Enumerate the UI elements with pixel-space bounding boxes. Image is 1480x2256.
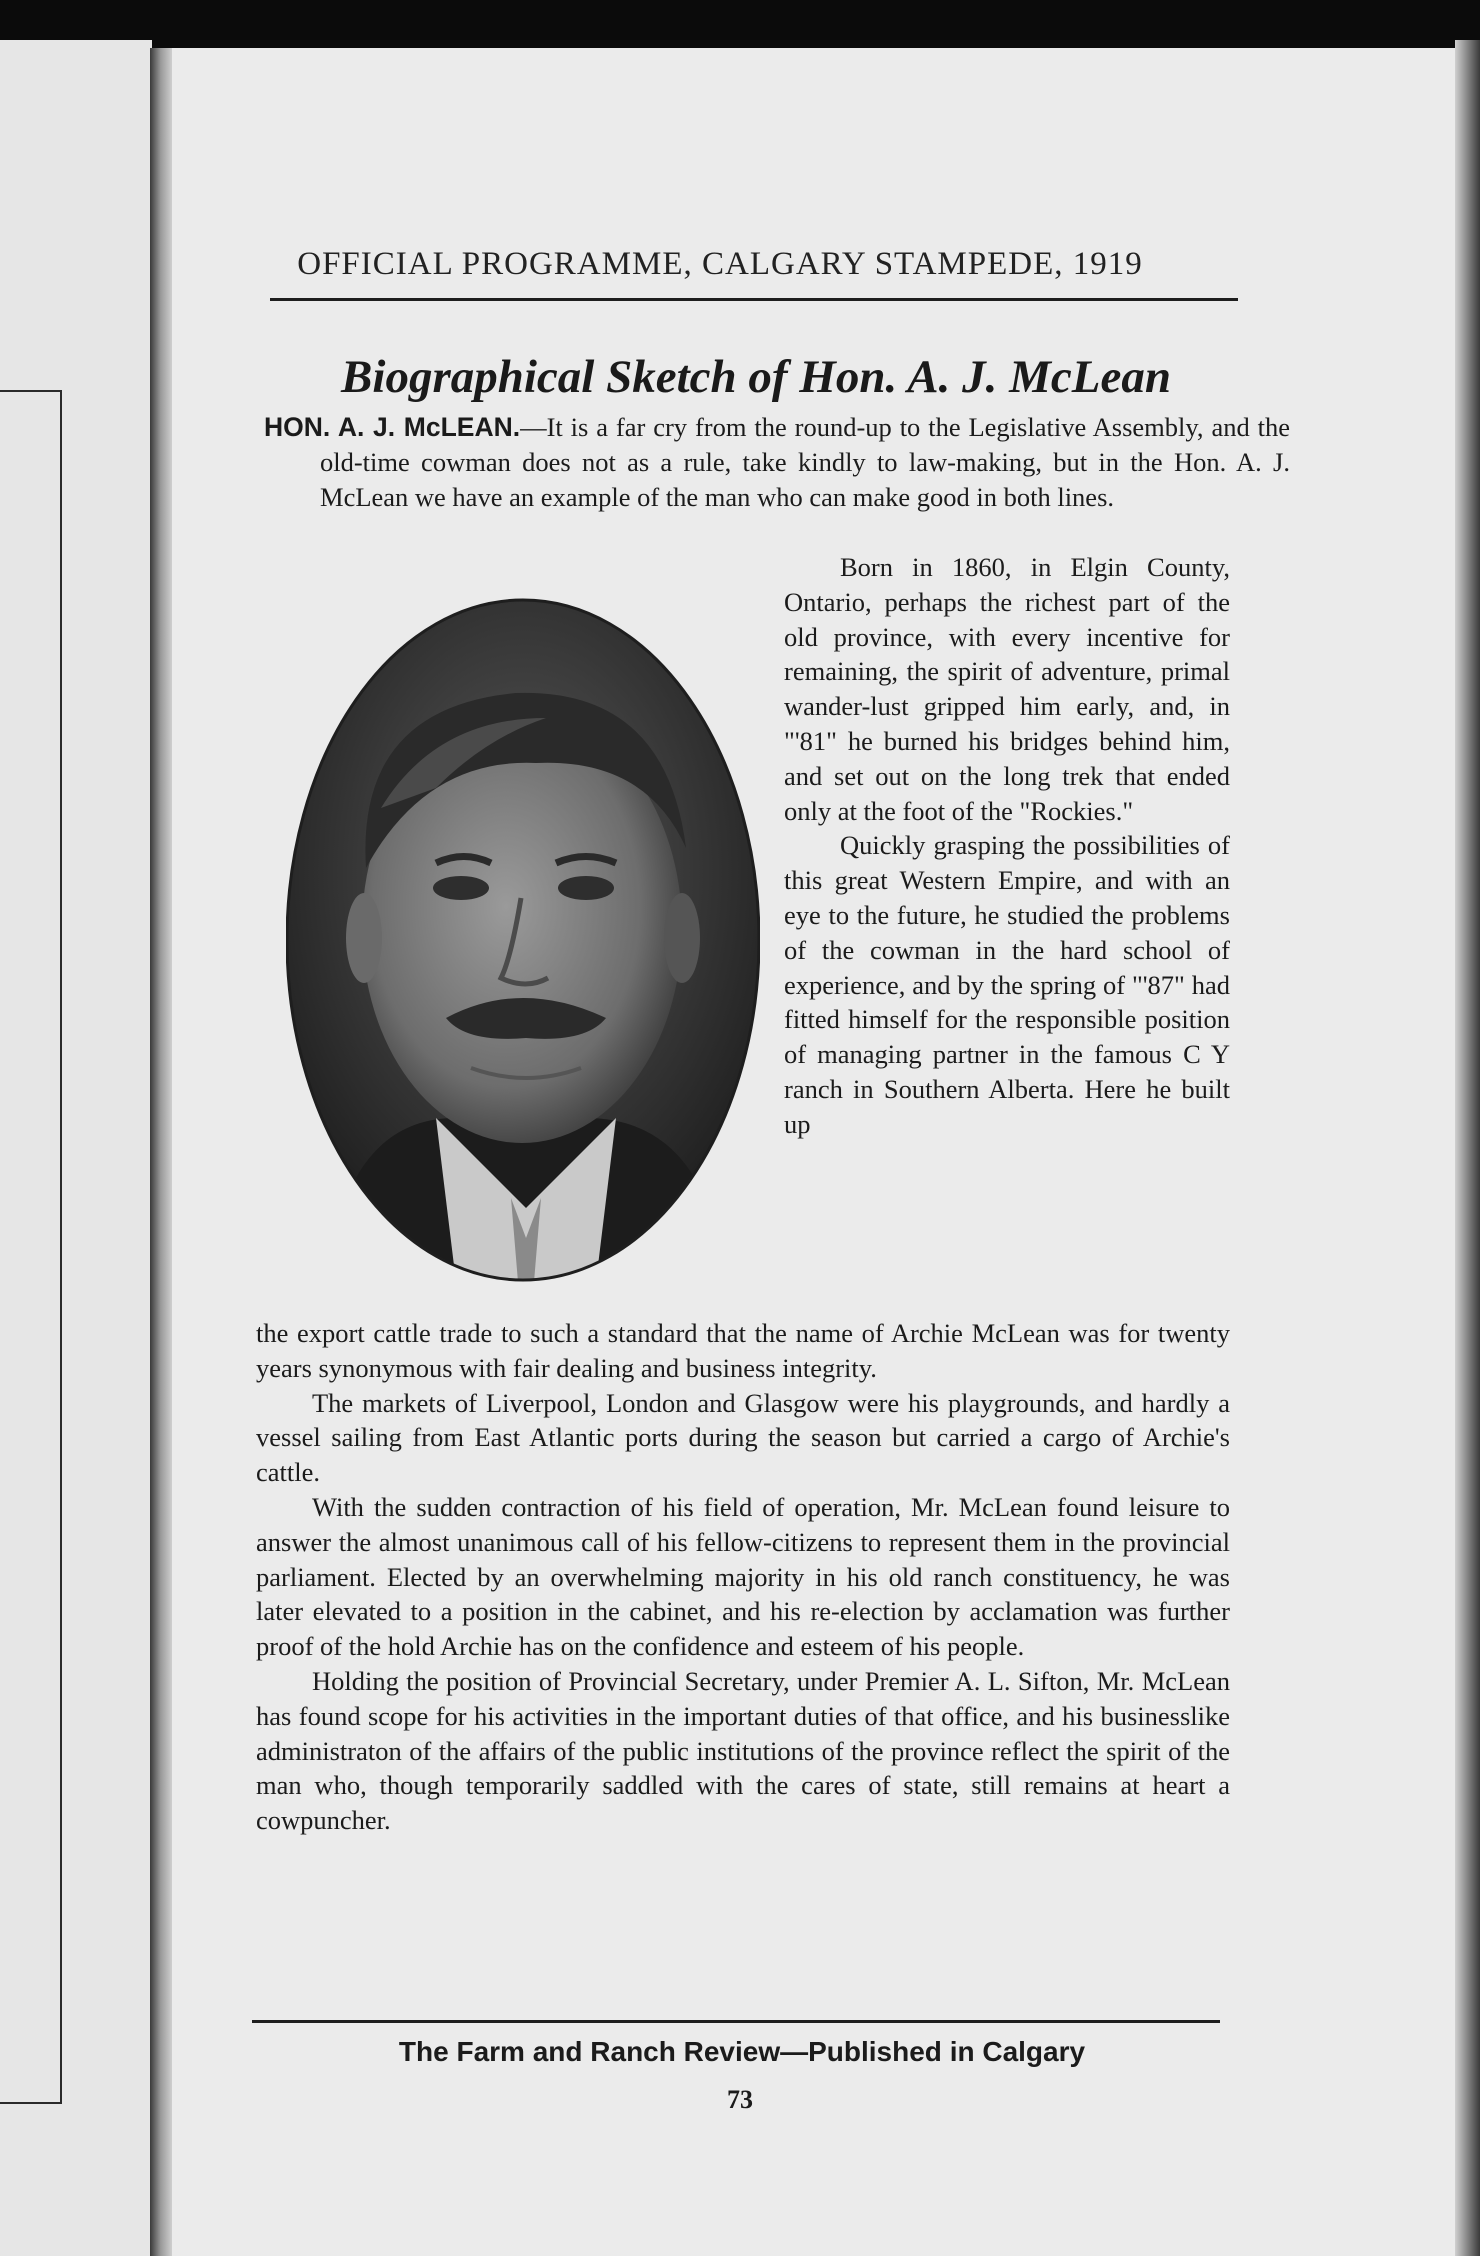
portrait-image [286, 598, 760, 1282]
intro-text: —It is a far cry from the round-up to the Legislative Assembly, and the old-time cowman does not as a rule, take kindly to law-making, but in the Hon. A. J. McLean we have an example of the man who can make good in both lines. [320, 412, 1290, 512]
article-title: Biographical Sketch of Hon. A. J. McLean [341, 351, 1171, 403]
portrait-photo [286, 598, 760, 1282]
book-gutter [150, 48, 174, 2256]
column-paragraph: Quickly grasping the possibilities of this great Western Empire, and with an eye to the future, he studied the problems of the cowman in the hard school of experience, and by the spring of "'87" had fitted himself for the responsible position of managing partner in the famous C Y ranch in Southern Alberta. Here he built up [784, 830, 1230, 1139]
intro-lead: HON. A. J. McLEAN. [264, 412, 521, 442]
running-head: OFFICIAL PROGRAMME, CALGARY STAMPEDE, 1919 [297, 246, 1143, 282]
page-right-edge [1455, 40, 1480, 2256]
wrapped-column [784, 550, 1230, 1142]
publisher-footer: The Farm and Ranch Review—Published in Calgary [398, 2036, 1086, 2067]
intro-paragraph [264, 410, 1290, 514]
footer-rule [252, 2020, 1220, 2023]
body-paragraph: With the sudden contraction of his field of operation, Mr. McLean found leisure to answer the almost unanimous call of his fellow-citizens to represent them in the provincial parliament. Elected by an overwhelming majority in his old ranch constituency, he was later elevated to a position in the cabinet, and his re-election by acclamation was further proof of the hold Archie has on the confidence and esteem of his people. [256, 1491, 1230, 1662]
facing-page-edge [0, 40, 152, 2256]
column-paragraph: Born in 1860, in Elgin County, Ontario, perhaps the richest part of the old province, with every incentive for remaining, the spirit of adventure, primal wander-lust gripped him early, and, in "'81" he burned his bridges behind him, and set out on the long trek that ended only at the foot of the "Rockies." [784, 552, 1230, 826]
scan-top-border [0, 0, 1480, 48]
body-paragraph: Holding the position of Provincial Secretary, under Premier A. L. Sifton, Mr. McLean has found scope for his activities in the important duties of that office, and his businesslike administraton of the affairs of the public institutions of the province reflect the spirit of the man who, though temporarily saddled with the cares of state, still remains at heart a cowpuncher. [256, 1665, 1230, 1836]
body-paragraph: The markets of Liverpool, London and Glasgow were his playgrounds, and hardly a vessel sailing from East Atlantic ports during the season but carried a cargo of Archie's cattle. [256, 1387, 1230, 1488]
facing-page-frame [0, 390, 62, 2104]
main-text [256, 1316, 1230, 1838]
header-rule [270, 298, 1238, 301]
page-number: 73 [727, 2085, 753, 2114]
continuation-paragraph: the export cattle trade to such a standard that the name of Archie McLean was for twenty years synonymous with fair dealing and business integrity. [256, 1318, 1230, 1383]
